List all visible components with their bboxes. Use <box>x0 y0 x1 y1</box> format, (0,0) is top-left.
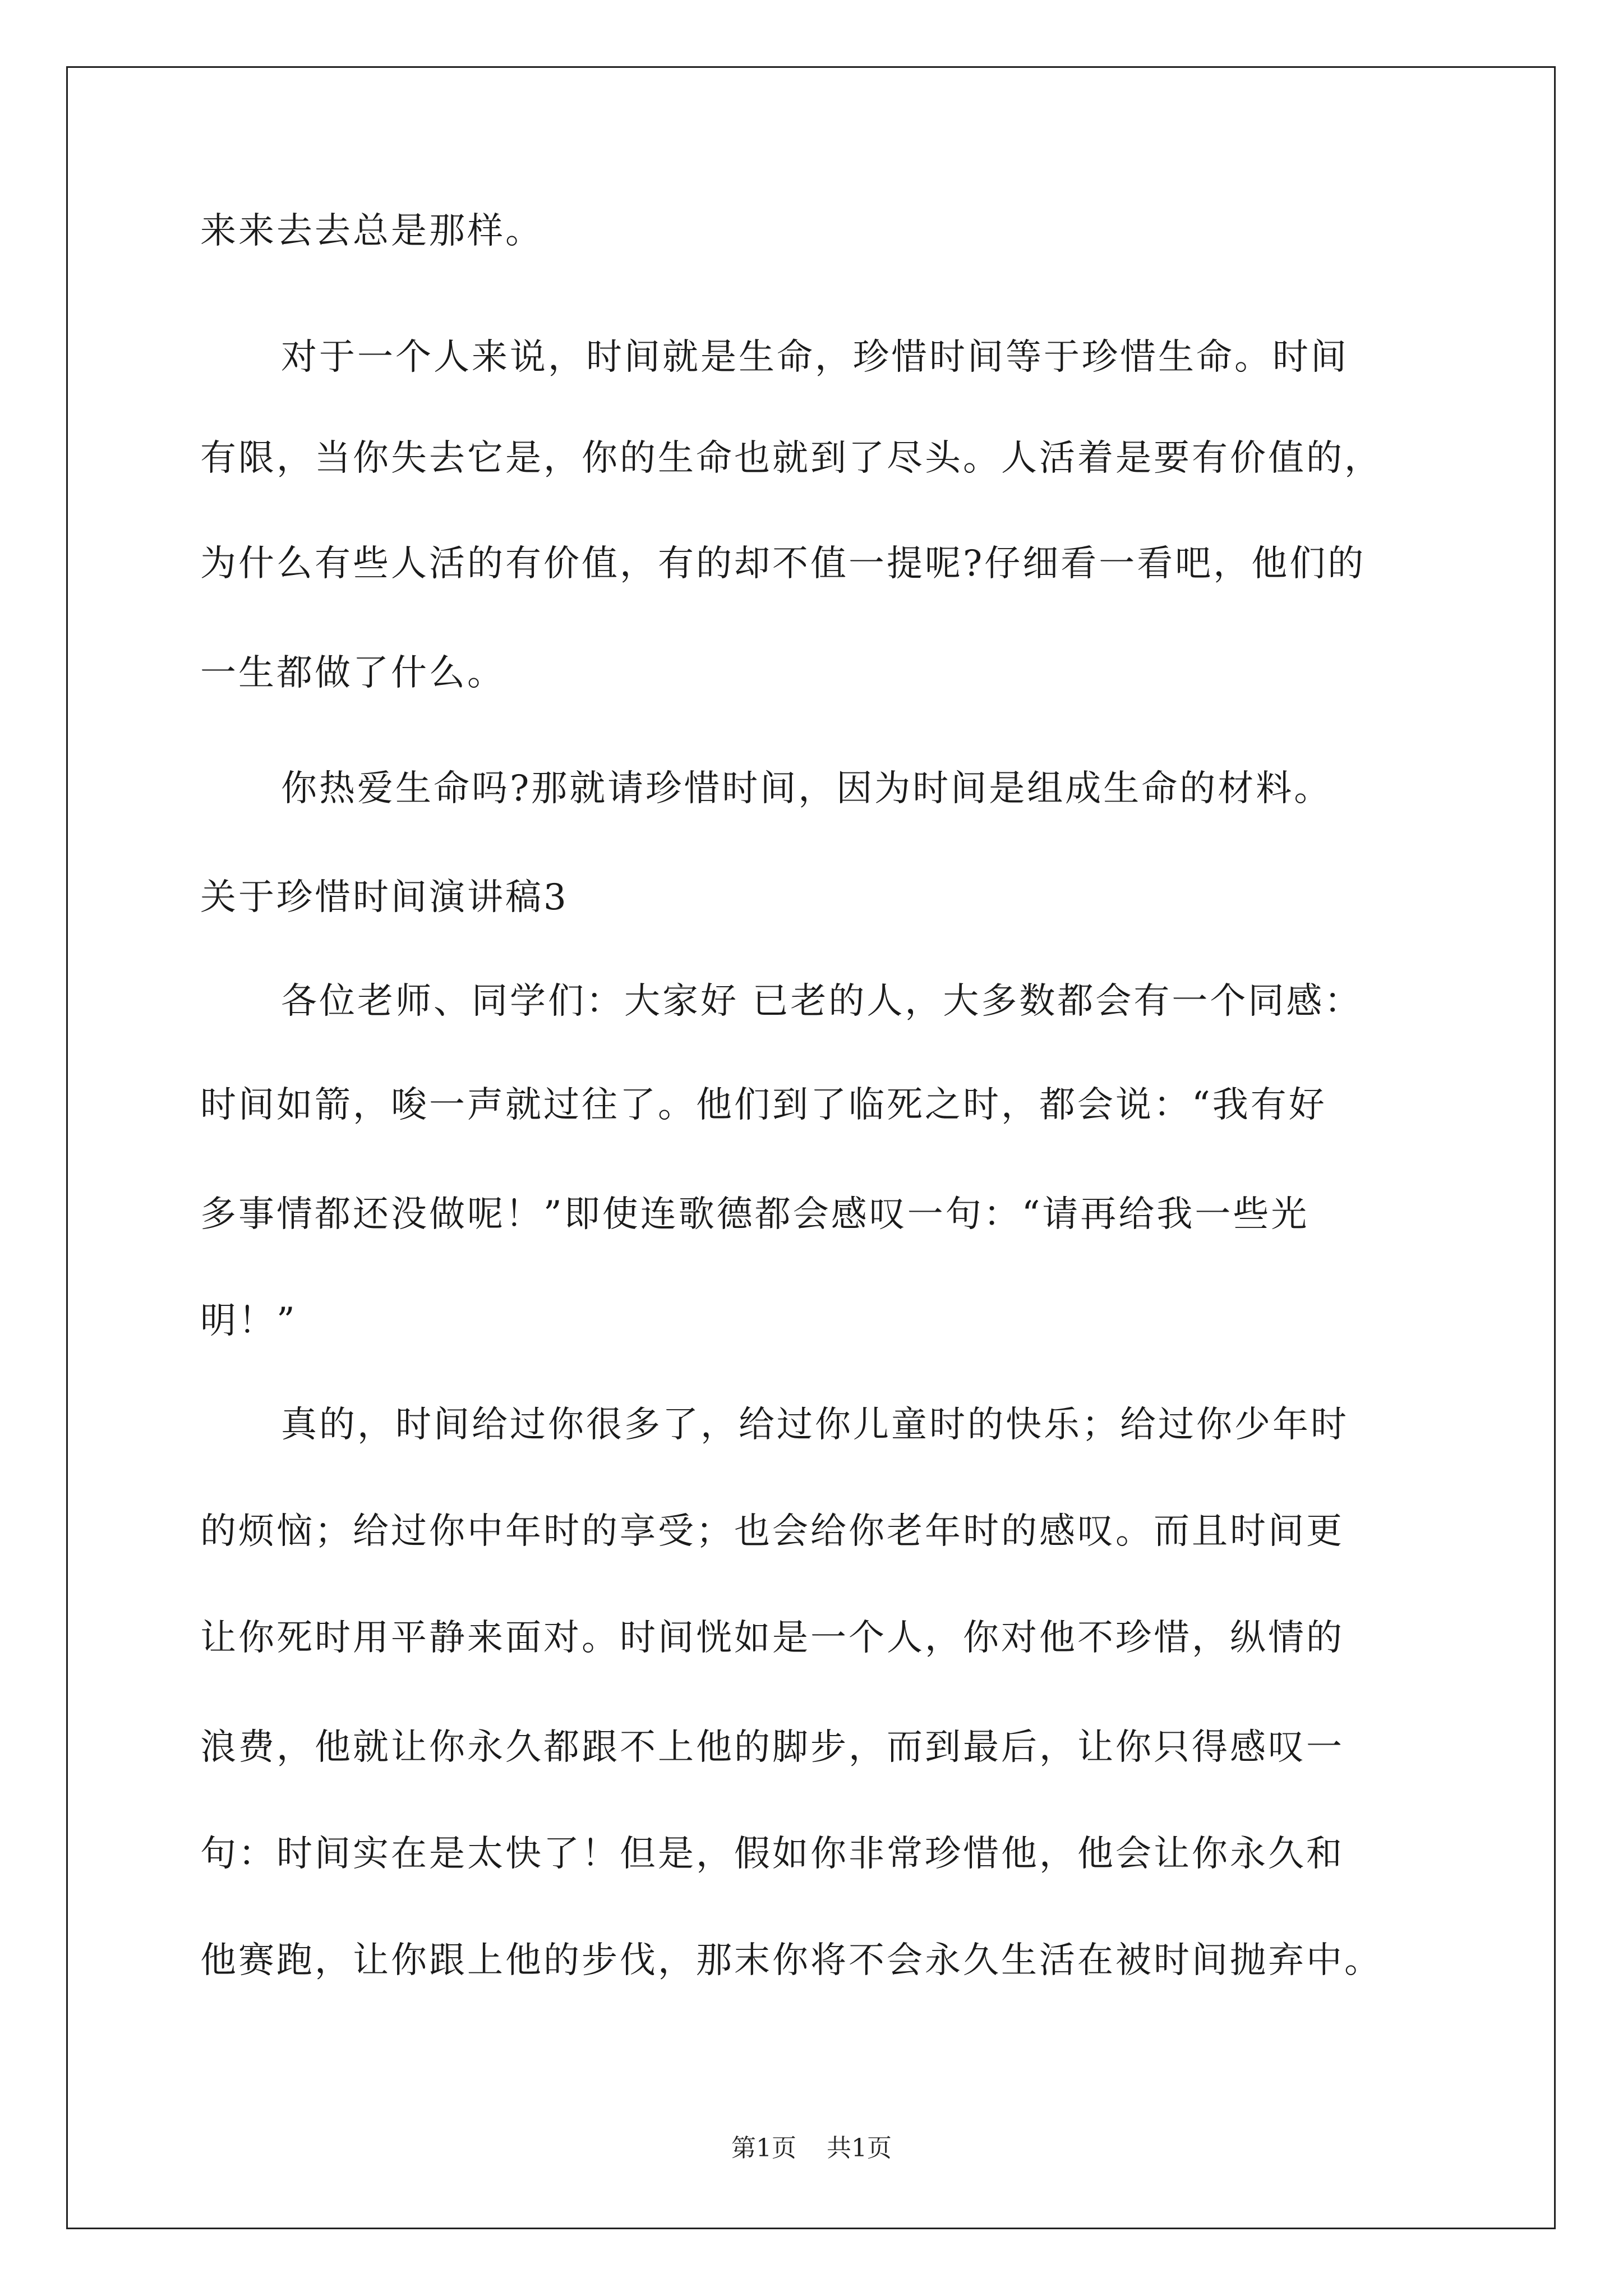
paragraph-first-line: 对于一个人来说，时间就是生命，珍惜时间等于珍惜生命。时间 <box>281 337 1349 378</box>
text-line: 一生都做了什么。 <box>200 652 505 694</box>
text-line: 他赛跑，让你跟上他的步伐，那末你将不会永久生活在被时间抛弃中。 <box>200 1940 1382 1981</box>
text-line: 的烦恼；给过你中年时的享受；也会给你老年时的感叹。而且时间更 <box>200 1511 1344 1552</box>
paragraph-first-line: 各位老师、同学们：大家好 已老的人，大多数都会有一个同感： <box>281 981 1363 1022</box>
text-line: 多事情都还没做呢！”即使连歌德都会感叹一句：“请再给我一些光 <box>200 1194 1310 1235</box>
paragraph-first-line: 你热爱生命吗?那就请珍惜时间，因为时间是组成生命的材料。 <box>281 768 1332 809</box>
text-line: 来来去去总是那样。 <box>200 210 543 252</box>
page-number-current: 第1页 <box>731 2134 796 2162</box>
text-line: 有限，当你失去它是，你的生命也就到了尽头。人活着是要有价值的， <box>200 438 1382 479</box>
text-line: 时间如箭，唆一声就过往了。他们到了临死之时，都会说：“我有好 <box>200 1084 1327 1126</box>
text-line: 句：时间实在是太快了！但是，假如你非常珍惜他，他会让你永久和 <box>200 1833 1344 1875</box>
text-line: 明！” <box>200 1300 297 1342</box>
paragraph-first-line: 真的，时间给过你很多了，给过你儿童时的快乐；给过你少年时 <box>281 1404 1349 1446</box>
page-border <box>66 66 1556 2229</box>
page-number-total: 共1页 <box>827 2134 892 2162</box>
text-line: 为什么有些人活的有价值，有的却不值一提呢?仔细看一看吧，他们的 <box>200 543 1366 585</box>
text-line: 让你死时用平静来面对。时间恍如是一个人，你对他不珍惜，纵情的 <box>200 1617 1344 1659</box>
page-footer <box>0 2132 1623 2165</box>
section-heading: 关于珍惜时间演讲稿3 <box>200 877 569 918</box>
text-line: 浪费，他就让你永久都跟不上他的脚步，而到最后，让你只得感叹一 <box>200 1727 1344 1768</box>
